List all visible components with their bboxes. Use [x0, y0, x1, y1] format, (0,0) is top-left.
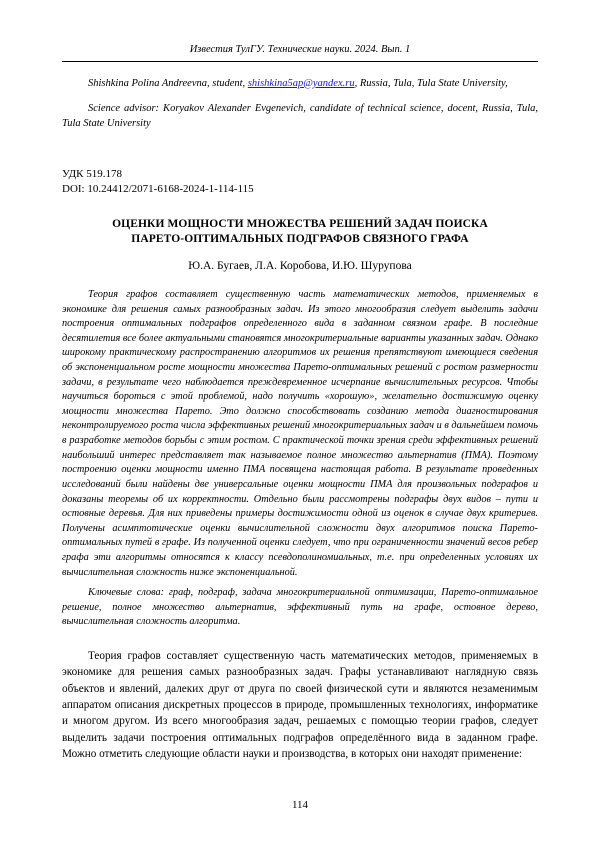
student-email-link[interactable]: shishkina5ap@yandex.ru — [247, 77, 355, 89]
page-title — [62, 217, 538, 248]
article-authors: Ю.А. Бугаев, Л.А. Коробова, И.Ю. Шурупова — [188, 259, 412, 272]
science-advisor-block: Science advisor: Koryakov Alexander Evgenevich, candidate of technical science, docent, Russia, Tula, Tula State University — [62, 102, 538, 130]
page-number: 114 — [291, 799, 309, 811]
student-name-text: Shishkina Polina Andreevna, student, — [88, 77, 248, 89]
udk-code: УДК 519.178 — [62, 168, 123, 181]
running-head: Известия ТулГУ. Технические науки. 2024. Вып. 1 — [189, 44, 411, 55]
student-affiliation-text: , Russia, Tula, Tula State University, — [354, 77, 508, 89]
keywords-text: Ключевые слова: граф, подграф, задача многокритериальной оптимизации, Парето-оптимальное решение, полное множество альтернатив, эффективный путь на графе, остовное дерево, вычислительная сложность алгоритма. — [62, 587, 538, 628]
page-title-line-2: ПАРЕТО-ОПТИМАЛЬНЫХ ПОДГРАФОВ СВЯЗНОГО ГРАФА — [131, 233, 469, 246]
doi-code: DOI: 10.24412/2071-6168-2024-1-114-115 — [62, 183, 254, 196]
abstract-text: Теория графов составляет существенную часть математических методов, применяемых в экономике для решения самых разнообразных задач. Из этого многообразия следует выделить задачи построения оптимальных подграфов определенного вида в заданном связном графе. В последние десятилетия все более актуальными становятся многокритериальные варианты указанных задач. Однако широкому практическому распространению алгоритмов их решения препятствуют имеющиеся сведения об экспоненциальном росте мощности множества Парето-оптимальных решений с ростом размерности задачи, в результате чего наблюдается преждевременное исчерпание вычислительных ресурсов. Чтобы научиться бороться с этой проблемой, надо получить «хорошую», желательно достижимую оценку мощности множества Парето. Это должно способствовать созданию метода диагностирования неконтролируемого роста числа эффективных решений многокритериальных задач и в дальнейшем помочь в разработке методов борьбы с этим ростом. С практической точки зрения среди эффективных решений наибольший интерес представляет так называемое полное множество альтернатив (ПМА). Поэтому построению оценки мощности именно ПМА посвящена настоящая работа. В результате проведенных исследований были найдены две универсальные оценки мощности ПМА для произвольных подграфов и доказаны теоремы об их корректности. Отдельно были рассмотрены подграфы двух видов – пути и остовные деревья. Для них приведены примеры достижимости одной из оценок в случае двух критериев. Получены асимптотические оценки вычислительной сложности двух алгоритмов поиска Парето-оптимальных путей в графе. Из полученной оценки следует, что при ограниченности значений весов ребер графа эти алгоритмы относятся к классу псевдополиномиальных, т.е. при определенных условиях их вычислительная сложность ниже экспоненциальной. — [62, 288, 538, 578]
body-paragraph: Теория графов составляет существенную часть математических методов, применяемых в экономике для решения самых разнообразных задач. Графы устанавливают наглядную связь объектов и явлений, далеких друг от друга по своей физической сути и являются незаменимым аппаратом описания дискретных процессов в природе, промышленных технологиях, информатике и многом другом. Из всего многообразия задач, решаемых с помощью теории графов, следует выделить задачи построения оптимальных подграфов определённого вида в заданном графе. Можно отметить следующие области науки и производства, в которых они находят применение: — [62, 649, 538, 761]
header-divider — [62, 61, 538, 62]
page-title-line-1: ОЦЕНКИ МОЩНОСТИ МНОЖЕСТВА РЕШЕНИЙ ЗАДАЧ ПОИСКА — [112, 217, 488, 230]
student-author-block — [62, 76, 538, 91]
